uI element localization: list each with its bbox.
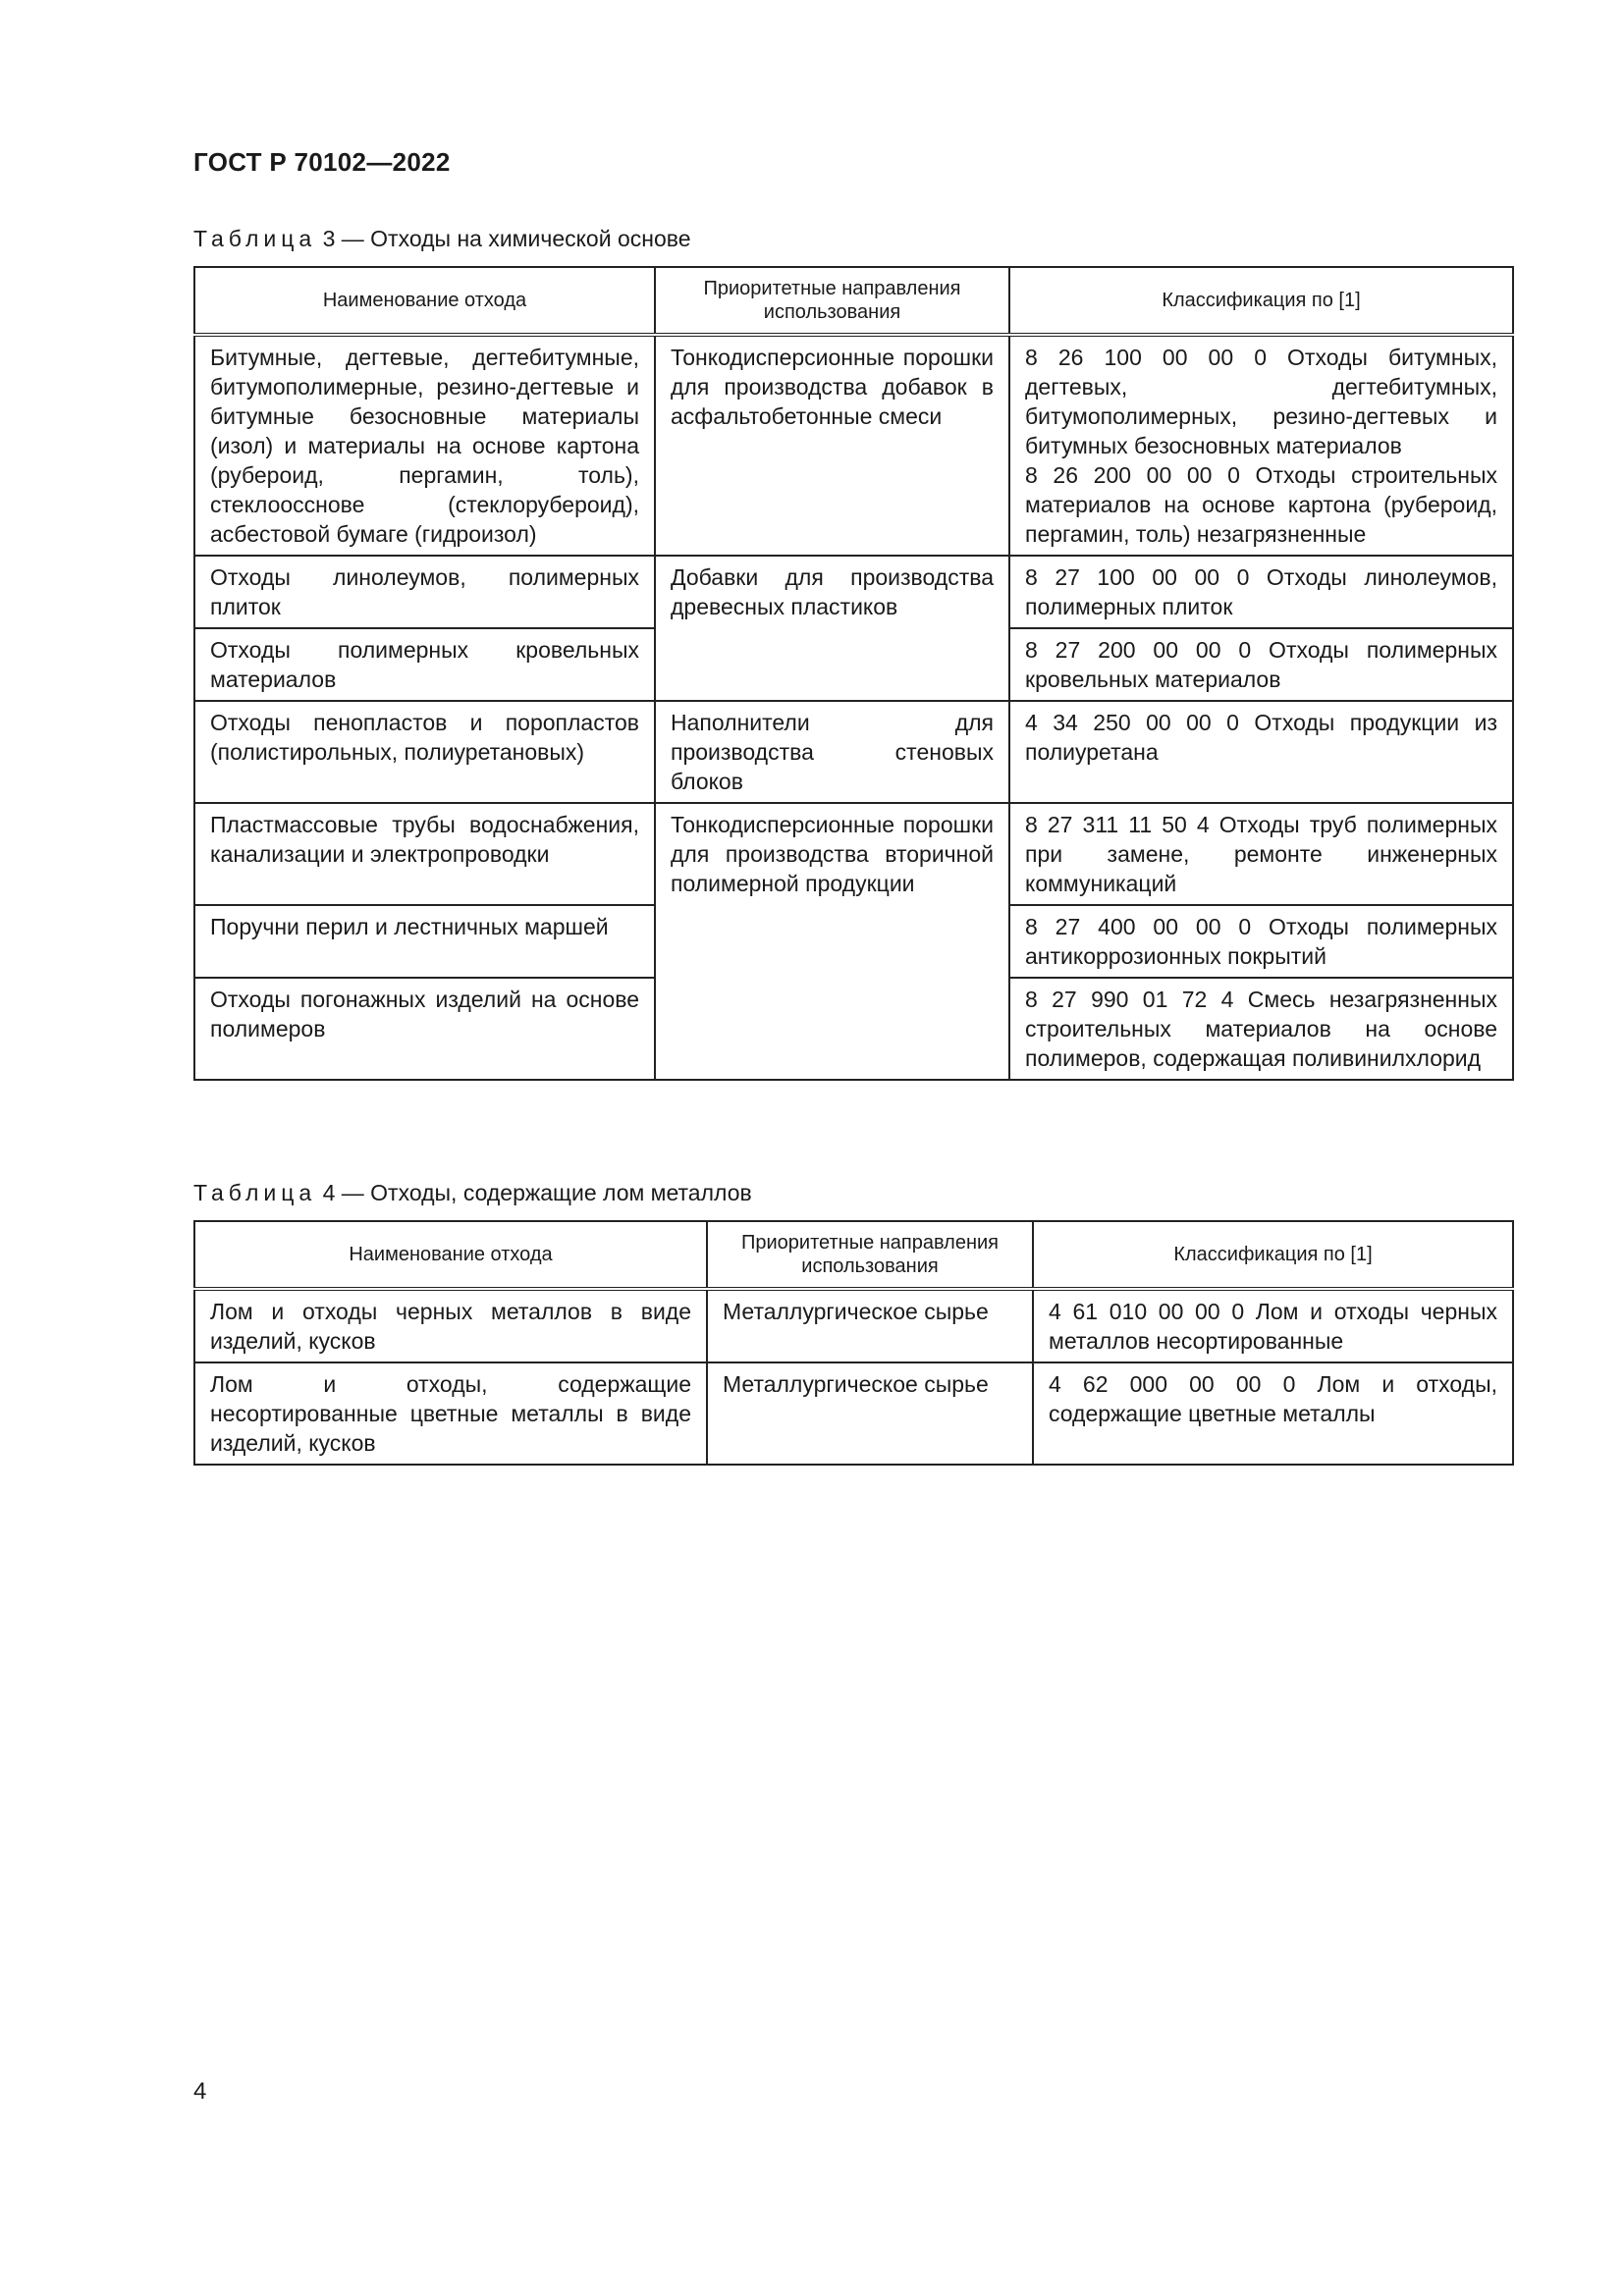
table3-cell-classification: 8 27 400 00 00 0 Отходы полимерных антикоррозионных покрытий <box>1009 905 1513 978</box>
table4-header-name: Наименование отхода <box>194 1221 707 1289</box>
table4-caption <box>193 1180 752 1206</box>
table3-caption-prefix: Таблица <box>193 226 317 251</box>
document-standard-title: ГОСТ Р 70102—2022 <box>193 147 451 177</box>
table-row <box>194 1289 1513 1362</box>
table3 <box>193 266 1514 1081</box>
table3-header-row <box>194 267 1513 335</box>
classification-entry: 8 26 100 00 00 0 Отходы битумных, дегтевых, дегтебитумных, битумополимерных, резино-дегтевых и битумных безосновных материалов <box>1025 345 1497 458</box>
table3-cell-classification: 8 27 200 00 00 0 Отходы полимерных кровельных материалов <box>1009 628 1513 701</box>
table4-cell-name: Лом и отходы черных металлов в виде изделий, кусков <box>194 1289 707 1362</box>
table3-caption <box>193 226 691 252</box>
table3-header-use: Приоритетные направления использования <box>655 267 1009 335</box>
table4-cell-classification: 4 62 000 00 00 0 Лом и отходы, содержащие цветные металлы <box>1033 1362 1513 1465</box>
table4-cell-use: Металлургическое сырье <box>707 1289 1033 1362</box>
table4-caption-text: 4 — Отходы, содержащие лом металлов <box>316 1180 752 1205</box>
table-row <box>194 556 1513 628</box>
table3-header-classification: Классификация по [1] <box>1009 267 1513 335</box>
table4 <box>193 1220 1514 1466</box>
table3-cell-classification <box>1009 335 1513 556</box>
table3-cell-classification: 8 27 990 01 72 4 Смесь незагрязненных строительных материалов на основе полимеров, содержащая поливинилхлорид <box>1009 978 1513 1080</box>
table3-cell-name: Отходы линолеумов, полимерных плиток <box>194 556 655 628</box>
table3-caption-text: 3 — Отходы на химической основе <box>316 226 691 251</box>
table3-cell-use: Наполнители для производства стеновых блоков <box>655 701 1009 803</box>
table-row <box>194 1362 1513 1465</box>
table-row <box>194 701 1513 803</box>
table4-header-use: Приоритетные направления использования <box>707 1221 1033 1289</box>
page-number: 4 <box>193 2078 207 2105</box>
table4-header-classification: Классификация по [1] <box>1033 1221 1513 1289</box>
table4-cell-name: Лом и отходы, содержащие несортированные цветные металлы в виде изделий, кусков <box>194 1362 707 1465</box>
table3-cell-classification: 4 34 250 00 00 0 Отходы продукции из полиуретана <box>1009 701 1513 803</box>
table3-cell-name: Отходы погонажных изделий на основе полимеров <box>194 978 655 1080</box>
classification-entry: 8 26 200 00 00 0 Отходы строительных материалов на основе картона (рубероид, пергамин, толь) незагрязненные <box>1025 462 1497 547</box>
table3-cell-use: Тонкодисперсионные порошки для производства добавок в асфальтобетонные смеси <box>655 335 1009 556</box>
table-row <box>194 803 1513 905</box>
table4-caption-prefix: Таблица <box>193 1180 317 1205</box>
table4-cell-use: Металлургическое сырье <box>707 1362 1033 1465</box>
table-row <box>194 335 1513 556</box>
table3-cell-classification: 8 27 100 00 00 0 Отходы линолеумов, полимерных плиток <box>1009 556 1513 628</box>
table3-cell-use: Добавки для производства древесных пластиков <box>655 556 1009 701</box>
table3-header-name: Наименование отхода <box>194 267 655 335</box>
table3-cell-name: Отходы полимерных кровельных материалов <box>194 628 655 701</box>
table3-cell-name: Поручни перил и лестничных маршей <box>194 905 655 978</box>
table4-cell-classification: 4 61 010 00 00 0 Лом и отходы черных металлов несортированные <box>1033 1289 1513 1362</box>
table3-cell-name: Пластмассовые трубы водоснабжения, канализации и электропроводки <box>194 803 655 905</box>
table3-cell-classification: 8 27 311 11 50 4 Отходы труб полимерных при замене, ремонте инженерных коммуникаций <box>1009 803 1513 905</box>
table3-cell-name: Битумные, дегтевые, дегтебитумные, битумополимерные, резино-дегтевые и битумные безосновные материалы (изол) и материалы на основе картона (рубероид, пергамин, толь), стеклоосснове (стеклорубероид), асбестовой бумаге (гидроизол) <box>194 335 655 556</box>
table3-cell-use: Тонкодисперсионные порошки для производства вторичной полимерной продукции <box>655 803 1009 1080</box>
table4-header-row <box>194 1221 1513 1289</box>
table3-cell-name: Отходы пенопластов и поропластов (полистирольных, полиуретановых) <box>194 701 655 803</box>
